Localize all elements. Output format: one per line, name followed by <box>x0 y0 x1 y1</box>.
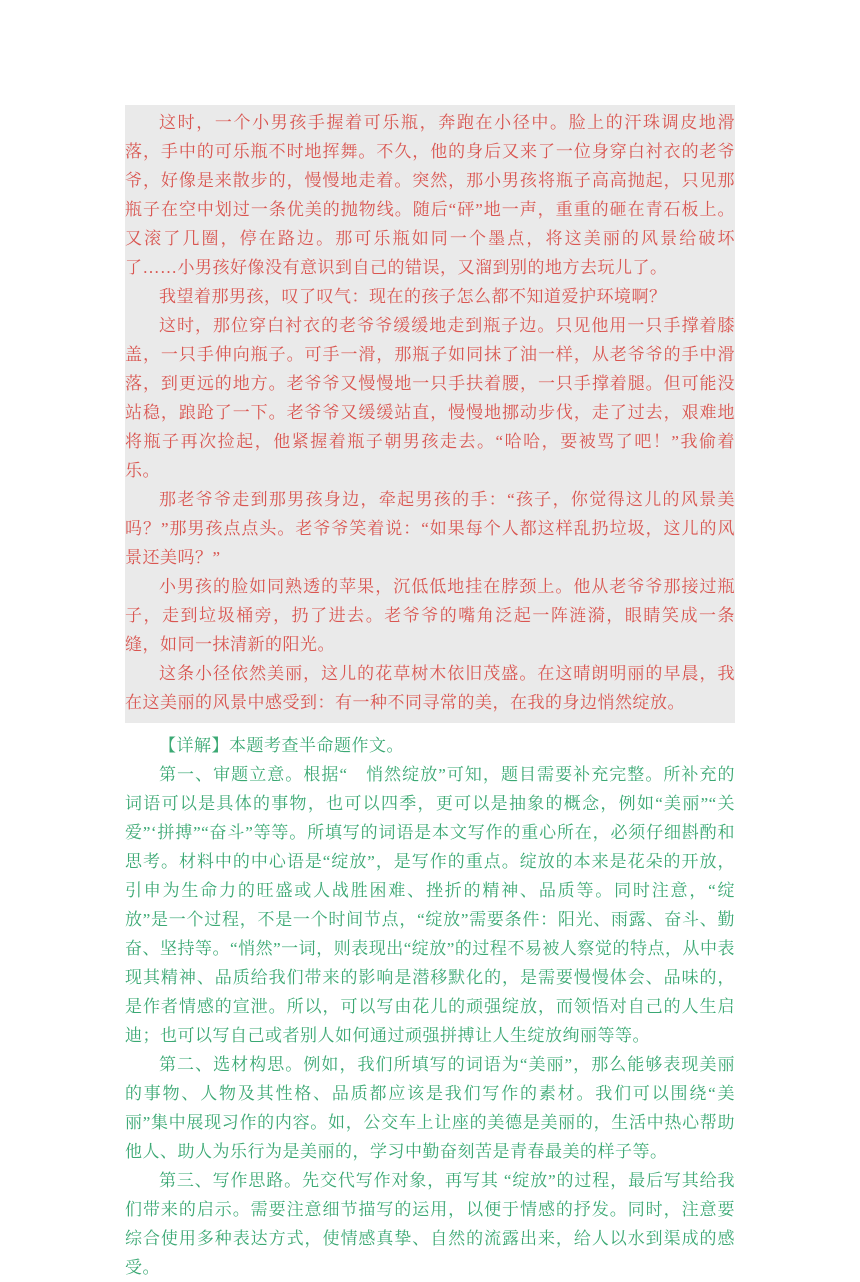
essay-paragraph: 这条小径依然美丽，这儿的花草树木依旧茂盛。在这晴朗明丽的早晨，我在这美丽的风景中感受到：有一种不同寻常的美，在我的身边悄然绽放。 <box>125 664 735 712</box>
essay-paragraph: 那老爷爷走到那男孩身边，牵起男孩的手：“孩子，你觉得这儿的风景美吗？”那男孩点点头。老爷爷笑着说：“如果每个人都这样乱扔垃圾，这儿的风景还美吗？” <box>125 490 735 567</box>
essay-excerpt-section <box>125 105 735 723</box>
essay-paragraph: 这时，一个小男孩手握着可乐瓶，奔跑在小径中。脸上的汗珠调皮地滑落，手中的可乐瓶不时地挥舞。不久，他的身后又来了一位身穿白衬衣的老爷爷，好像是来散步的，慢慢地走着。突然，那小男孩将瓶子高高抛起，只见那瓶子在空中划过一条优美的抛物线。随后“砰”地一声，重重的砸在青石板上。又滚了几圈，停在路边。那可乐瓶如同一个墨点，将这美丽的风景给破坏了……小男孩好像没有意识到自己的错误，又溜到别的地方去玩儿了。 <box>125 113 735 277</box>
analysis-paragraph: 第三、写作思路。先交代写作对象，再写其 “绽放”的过程，最后写其给我们带来的启示。需要注意细节描写的运用，以便于情感的抒发。同时，注意要综合使用多种表达方式，使情感真挚、自然的流露出来，给人以水到渠成的感受。 <box>125 1171 735 1277</box>
analysis-section <box>125 723 735 1282</box>
analysis-paragraph: 第二、选材构思。例如，我们所填写的词语为“美丽”，那么能够表现美丽的事物、人物及其性格、品质都应该是我们写作的素材。我们可以围绕“美丽”集中展现习作的内容。如，公交车上让座的美德是美丽的，生活中热心帮助他人、助人为乐行为是美丽的，学习中勤奋刻苦是青春最美的样子等。 <box>125 1055 735 1161</box>
analysis-detail-label-paragraph: 【详解】本题考查半命题作文。 <box>159 736 404 755</box>
essay-paragraph: 我望着那男孩，叹了叹气：现在的孩子怎么都不知道爱护环境啊？ <box>159 287 667 306</box>
essay-paragraph: 小男孩的脸如同熟透的苹果，沉低低地挂在脖颈上。他从老爷爷那接过瓶子，走到垃圾桶旁，扔了进去。老爷爷的嘴角泛起一阵涟漪，眼睛笑成一条缝，如同一抹清新的阳光。 <box>125 577 735 654</box>
document-page <box>125 105 735 1282</box>
essay-paragraph: 这时，那位穿白衬衣的老爷爷缓缓地走到瓶子边。只见他用一只手撑着膝盖，一只手伸向瓶子。可手一滑，那瓶子如同抹了油一样，从老爷爷的手中滑落，到更远的地方。老爷爷又慢慢地一只手扶着腰，一只手撑着腿。但可能没站稳，踉跄了一下。老爷爷又缓缓站直，慢慢地挪动步伐，走了过去，艰难地将瓶子再次捡起，他紧握着瓶子朝男孩走去。“哈哈，要被骂了吧！”我偷着乐。 <box>125 316 735 480</box>
analysis-paragraph: 第一、审题立意。根据“ 悄然绽放”可知，题目需要补充完整。所补充的词语可以是具体的事物，也可以四季，更可以是抽象的概念，例如“美丽”“关爱”‘拼搏”“奋斗”等等。所填写的词语是本文写作的重心所在，必须仔细斟酌和思考。材料中的中心语是“绽放”，是写作的重点。绽放的本来是花朵的开放，引申为生命力的旺盛或人战胜困难、挫折的精神、品质等。同时注意，“绽放”是一个过程，不是一个时间节点，“绽放”需要条件：阳光、雨露、奋斗、勤奋、坚持等。“悄然”一词，则表现出“绽放”的过程不易被人察觉的特点，从中表现其精神、品质给我们带来的影响是潜移默化的，是需要慢慢体会、品味的，是作者情感的宣泄。所以，可以写由花儿的顽强绽放，而领悟对自己的人生启迪；也可以写自己或者别人如何通过顽强拼搏让人生绽放绚丽等等。 <box>125 765 735 1045</box>
